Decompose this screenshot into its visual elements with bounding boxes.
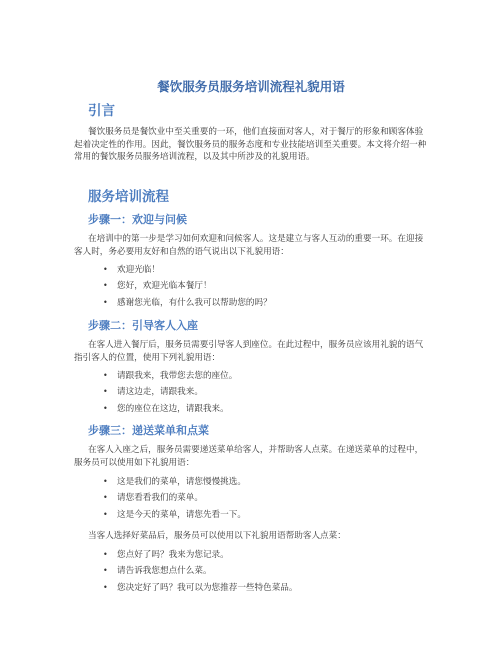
step1-list xyxy=(88,262,272,311)
list-item: • 这是我们的菜单，请您慢慢挑选。 xyxy=(88,474,246,490)
step1-paragraph: 在培训中的第一步是学习如何欢迎和问候客人。这是建立与客人互动的重要一环。在迎接客人时，务必要用友好和自然的语气说出以下礼貌用语： xyxy=(74,234,424,257)
list-item: • 请告诉我您想点什么菜。 xyxy=(88,563,297,579)
step3-order-paragraph: 当客人选择好菜品后，服务员可以使用以下礼貌用语帮助客人点菜： xyxy=(88,531,346,541)
list-item: • 您的座位在这边，请跟我来。 xyxy=(88,401,237,417)
intro-heading: 引言 xyxy=(88,103,115,119)
step3-heading: 步骤三：递送菜单和点菜 xyxy=(88,424,209,437)
step3-order-list xyxy=(88,547,297,596)
process-heading: 服务培训流程 xyxy=(88,189,169,205)
document-title: 餐饮服务员服务培训流程礼貌用语 xyxy=(157,79,345,94)
list-item: • 您决定好了吗？我可以为您推荐一些特色菜品。 xyxy=(88,580,297,596)
intro-paragraph: 餐饮服务员是餐饮业中至关重要的一环，他们直接面对客人，对于餐厅的形象和顾客体验起着决定性的作用。因此，餐饮服务员的服务态度和专业技能培训至关重要。本文将介绍一种常用的餐饮服务员服务培训流程，以及其中所涉及的礼貌用语。 xyxy=(74,127,427,163)
list-item: • 您好，欢迎光临本餐厅！ xyxy=(88,278,272,294)
list-item: • 您点好了吗？我来为您记录。 xyxy=(88,547,297,563)
step1-heading: 步骤一：欢迎与问候 xyxy=(88,213,187,226)
step3-paragraph: 在客人入座之后，服务员需要递送菜单给客人，并帮助客人点菜。在递送菜单的过程中，服务员可以使用如下礼貌用语： xyxy=(74,445,424,468)
step2-list xyxy=(88,368,237,417)
step3-menu-list xyxy=(88,474,246,523)
list-item: • 这是今天的菜单，请您先看一下。 xyxy=(88,507,246,523)
step2-heading: 步骤二：引导客人入座 xyxy=(88,319,198,332)
list-item: • 欢迎光临！ xyxy=(88,262,272,278)
list-item: • 请跟我来，我带您去您的座位。 xyxy=(88,368,237,384)
list-item: • 请您看看我们的菜单。 xyxy=(88,490,246,506)
step2-paragraph: 在客人进入餐厅后，服务员需要引导客人到座位。在此过程中，服务员应该用礼貌的语气指引客人的位置，使用下列礼貌用语： xyxy=(74,340,424,363)
list-item: • 感谢您光临，有什么我可以帮助您的吗？ xyxy=(88,295,272,311)
list-item: • 请这边走，请跟我来。 xyxy=(88,384,237,400)
